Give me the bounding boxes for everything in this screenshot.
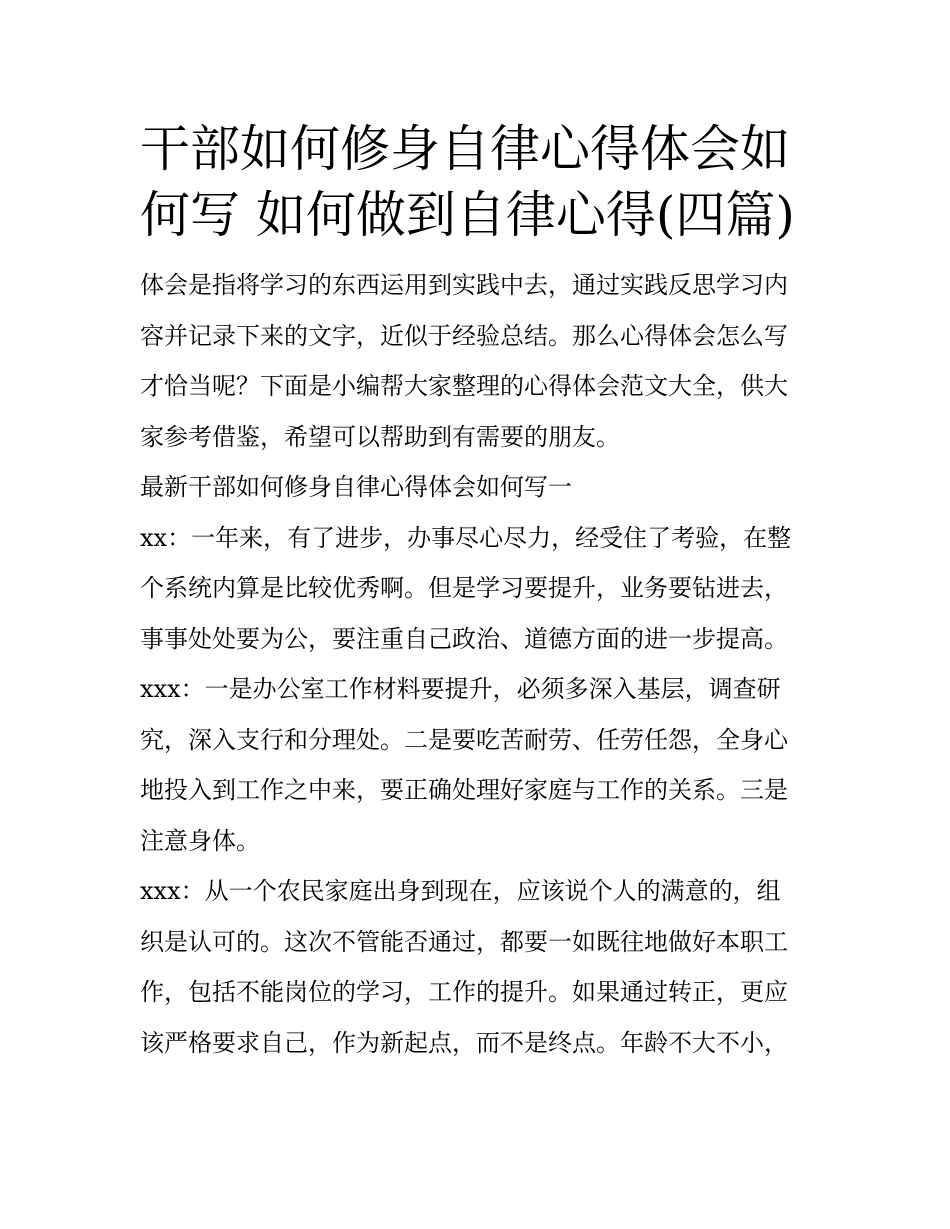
body-line: 容并记录下来的文字，近似于经验总结。那么心得体会怎么写 [140,321,788,350]
document-title [140,116,812,248]
title-line: 干部如何修身自律心得体会如 [140,120,790,178]
body-line: xxx：一是办公室工作材料要提升，必须多深入基层，调查研 [140,675,781,703]
body-line: 究，深入支行和分理处。二是要吃苦耐劳、任劳任怨，全身心 [140,725,788,754]
body-line: 该严格要求自己，作为新起点，而不是终点。年龄不大不小， [140,1028,788,1057]
body-line: 织是认可的。这次不管能否通过，都要一如既往地做好本职工 [140,927,788,956]
body-line: 家参考借鉴，希望可以帮助到有需要的朋友。 [140,422,620,451]
body-line: xxx：从一个农民家庭出身到现在，应该说个人的满意的，组 [140,877,781,905]
title-line: 何写 如何做到自律心得(四篇) [140,186,795,244]
section-heading: 最新干部如何修身自律心得体会如何写一 [140,473,572,501]
body-line: xx：一年来，有了进步，办事尽心尽力，经受住了考验，在整 [140,523,792,552]
document-page [140,116,812,1068]
body-line: 个系统内算是比较优秀啊。但是学习要提升，业务要钻进去， [140,574,788,602]
body-line: 体会是指将学习的东西运用到实践中去，通过实践反思学习内 [140,271,788,299]
body-line: 地投入到工作之中来，要正确处理好家庭与工作的关系。三是 [140,776,788,804]
body-line: 注意身体。 [140,826,260,855]
body-line: 事事处处要为公，要注重自己政治、道德方面的进一步提高。 [140,624,788,653]
document-body [140,260,812,1068]
body-line: 作，包括不能岗位的学习，工作的提升。如果通过转正，更应 [140,978,788,1006]
body-line: 才恰当呢？下面是小编帮大家整理的心得体会范文大全，供大 [140,372,788,400]
